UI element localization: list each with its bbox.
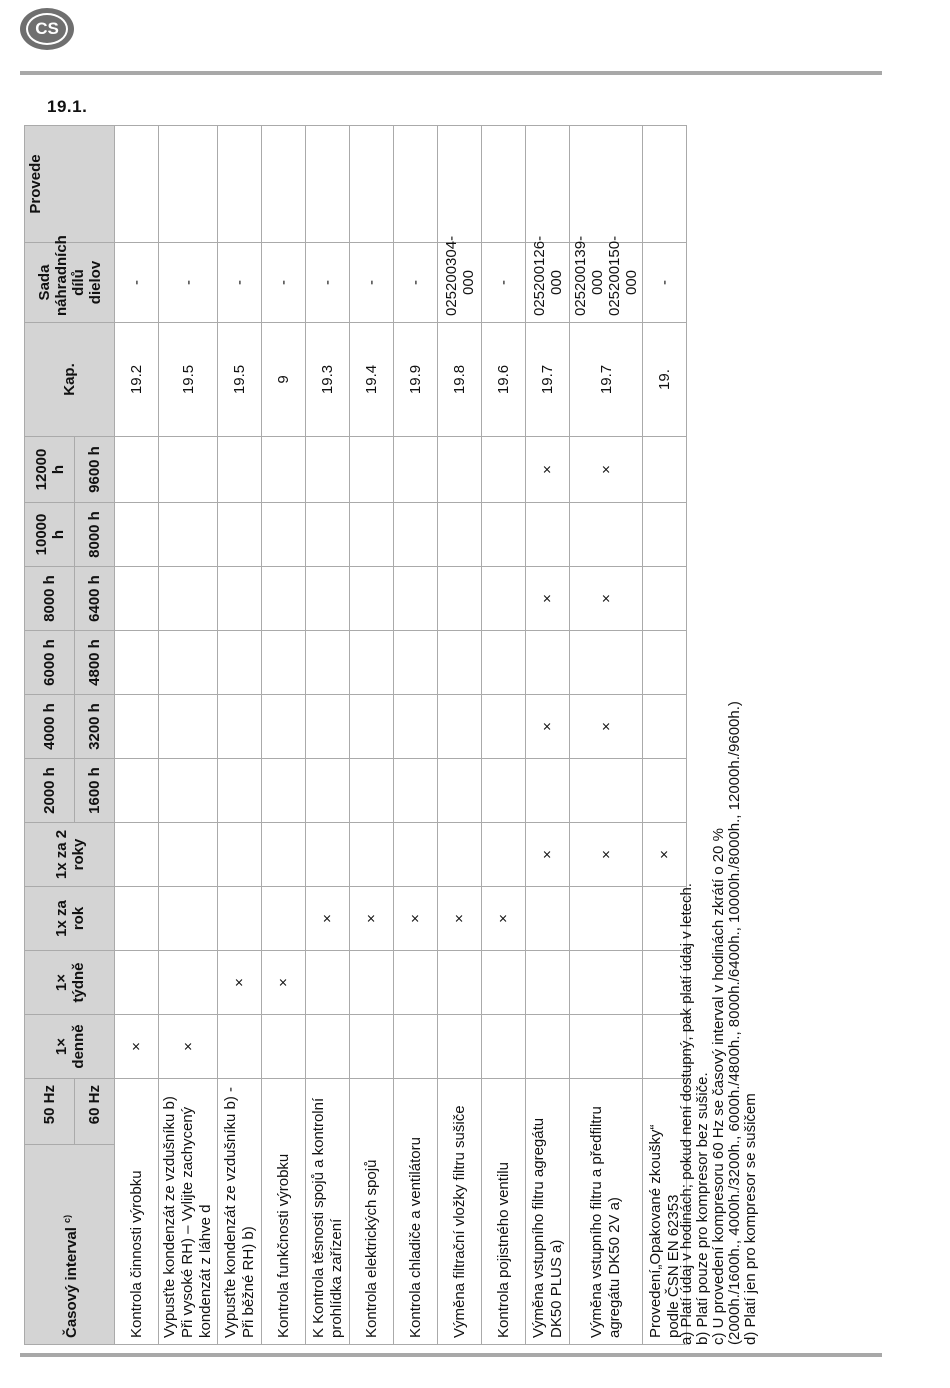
header-1600h: 1600 h: [75, 759, 115, 823]
interval-mark: [570, 503, 643, 567]
interval-mark: [115, 823, 159, 887]
interval-mark: [394, 567, 438, 631]
activity-cell: Vypusťte kondenzát ze vzdušníku b) Při vysoké RH) – Vylijte zachycený kondenzát z láhve d: [159, 1079, 218, 1345]
interval-mark: [526, 887, 570, 951]
interval-mark: [438, 823, 482, 887]
spare-part-cell: -: [350, 243, 394, 323]
interval-mark: [159, 437, 218, 503]
header-50hz: 50 Hz: [25, 1079, 75, 1145]
interval-mark: ×: [394, 887, 438, 951]
interval-mark: [306, 951, 350, 1015]
done-cell[interactable]: [159, 126, 218, 243]
interval-mark: [482, 567, 526, 631]
language-code: CS: [26, 13, 68, 45]
interval-mark: ×: [643, 823, 687, 887]
header-parts: Sada náhradních dílů dielov: [25, 243, 115, 323]
activity-cell: Kontrola elektrických spojů: [350, 1079, 394, 1345]
interval-mark: [526, 1015, 570, 1079]
header-60hz: 60 Hz: [75, 1079, 115, 1145]
spare-part-cell: -: [482, 243, 526, 323]
chapter-cell: 19.7: [526, 323, 570, 437]
interval-mark: [115, 631, 159, 695]
chapter-cell: 19.3: [306, 323, 350, 437]
interval-mark: [218, 437, 262, 503]
interval-mark: ×: [526, 823, 570, 887]
done-cell[interactable]: [394, 126, 438, 243]
interval-mark: [218, 695, 262, 759]
interval-mark: [350, 951, 394, 1015]
header-3200h: 3200 h: [75, 695, 115, 759]
done-cell[interactable]: [350, 126, 394, 243]
footnote-b: b) Platí pouze pro kompresor bez sušiče.: [694, 1072, 711, 1345]
interval-mark: ×: [262, 951, 306, 1015]
footnote-c: c) U provedení kompresoru 60 Hz se časový interval v hodinách zkrátí o 20 %: [710, 828, 727, 1345]
interval-mark: ×: [570, 823, 643, 887]
interval-mark: ×: [570, 567, 643, 631]
header-8000h: 8000 h: [25, 567, 75, 631]
interval-mark: [482, 823, 526, 887]
spare-part-cell: -: [218, 243, 262, 323]
interval-mark: [482, 1015, 526, 1079]
header-12000h: 12000 h: [25, 437, 75, 503]
header-done: Provede: [25, 126, 115, 243]
header-4000h: 4000 h: [25, 695, 75, 759]
interval-mark: [159, 887, 218, 951]
spare-part-cell: -: [306, 243, 350, 323]
header-2years: 1x za 2 roky: [25, 823, 115, 887]
chapter-cell: 19.7: [570, 323, 643, 437]
activity-cell: Výměna vstupního filtru agregátu DK50 PLUS a): [526, 1079, 570, 1345]
activity-cell: Provedení„Opakované zkoušky“ podle ČSN EN 62353: [643, 1079, 687, 1345]
interval-mark: [526, 631, 570, 695]
interval-mark: [350, 759, 394, 823]
interval-mark: ×: [570, 437, 643, 503]
header-daily: 1× denně: [25, 1015, 115, 1079]
interval-mark: [482, 631, 526, 695]
interval-mark: [218, 631, 262, 695]
spare-part-cell: 025200126-000: [526, 243, 570, 323]
spare-part-cell: -: [262, 243, 306, 323]
table-row: [482, 126, 526, 1345]
interval-mark: ×: [438, 887, 482, 951]
spare-part-cell: -: [643, 243, 687, 323]
spare-part-cell: -: [115, 243, 159, 323]
interval-mark: [350, 567, 394, 631]
table-row: [159, 126, 218, 1345]
done-cell[interactable]: [526, 126, 570, 243]
interval-mark: [115, 759, 159, 823]
interval-mark: [115, 695, 159, 759]
footnotes: [679, 125, 759, 1345]
interval-mark: [570, 887, 643, 951]
interval-mark: ×: [115, 1015, 159, 1079]
chapter-cell: 19.9: [394, 323, 438, 437]
interval-mark: [262, 567, 306, 631]
interval-mark: [394, 823, 438, 887]
header-yearly: 1x za rok: [25, 887, 115, 951]
done-cell[interactable]: [438, 126, 482, 243]
interval-mark: [159, 823, 218, 887]
interval-mark: [262, 631, 306, 695]
interval-mark: [306, 503, 350, 567]
interval-mark: [350, 695, 394, 759]
interval-mark: [350, 823, 394, 887]
spare-part-cell: 025200139-000 025200150-000: [570, 243, 643, 323]
interval-mark: [306, 759, 350, 823]
interval-mark: [115, 567, 159, 631]
interval-mark: [438, 695, 482, 759]
interval-mark: [262, 503, 306, 567]
header-2000h: 2000 h: [25, 759, 75, 823]
header-interval: [25, 1145, 115, 1345]
table-row: [526, 126, 570, 1345]
interval-mark: [350, 437, 394, 503]
table-body: [115, 126, 687, 1345]
header-kap: Kap.: [25, 323, 115, 437]
interval-label: Časový interval: [63, 1227, 80, 1338]
spare-part-cell: -: [394, 243, 438, 323]
interval-mark: ×: [482, 887, 526, 951]
maintenance-table: [24, 125, 687, 1345]
interval-mark: [438, 951, 482, 1015]
interval-mark: [438, 1015, 482, 1079]
chapter-cell: 19.5: [159, 323, 218, 437]
header-weekly: 1× týdně: [25, 951, 115, 1015]
table-row: [350, 126, 394, 1345]
interval-mark: ×: [306, 887, 350, 951]
chapter-cell: 19.8: [438, 323, 482, 437]
interval-mark: [306, 567, 350, 631]
table-row: [115, 126, 159, 1345]
interval-mark: [262, 823, 306, 887]
interval-mark: [394, 437, 438, 503]
interval-mark: [218, 887, 262, 951]
interval-mark: [115, 503, 159, 567]
interval-mark: [159, 695, 218, 759]
table-row: [306, 126, 350, 1345]
interval-mark: [115, 437, 159, 503]
footnote-c-detail: (2000h./1600h., 4000h./3200h., 6000h./4800h., 8000h./6400h., 10000h./8000h., 12000h./9600h.): [726, 701, 743, 1345]
interval-mark: [570, 951, 643, 1015]
interval-mark: [262, 695, 306, 759]
interval-mark: [350, 1015, 394, 1079]
rotated-content: [24, 125, 884, 1345]
interval-mark: [115, 951, 159, 1015]
table-row: [570, 126, 643, 1345]
interval-mark: [262, 887, 306, 951]
interval-mark: [218, 1015, 262, 1079]
table-row: [394, 126, 438, 1345]
interval-mark: [350, 503, 394, 567]
activity-cell: Kontrola funkčnosti výrobku: [262, 1079, 306, 1345]
interval-mark: [394, 759, 438, 823]
interval-mark: [115, 887, 159, 951]
interval-mark: [526, 951, 570, 1015]
interval-mark: ×: [159, 1015, 218, 1079]
done-cell[interactable]: [262, 126, 306, 243]
interval-mark: ×: [570, 695, 643, 759]
done-cell[interactable]: [482, 126, 526, 243]
header-10000h: 10000 h: [25, 503, 75, 567]
chapter-cell: 19.2: [115, 323, 159, 437]
interval-mark: ×: [350, 887, 394, 951]
interval-mark: [482, 437, 526, 503]
done-cell[interactable]: [218, 126, 262, 243]
chapter-cell: 9: [262, 323, 306, 437]
section-number: 19.1.: [47, 97, 88, 116]
header-6000h: 6000 h: [25, 631, 75, 695]
interval-mark: [306, 437, 350, 503]
interval-mark: [438, 631, 482, 695]
interval-mark: [438, 759, 482, 823]
interval-mark: [159, 631, 218, 695]
activity-cell: Kontrola činnosti výrobku: [115, 1079, 159, 1345]
top-divider: [20, 71, 882, 75]
spare-part-cell: -: [159, 243, 218, 323]
interval-mark: [394, 951, 438, 1015]
header-4800h: 4800 h: [75, 631, 115, 695]
activity-cell: Kontrola pojistného ventilu: [482, 1079, 526, 1345]
interval-mark: ×: [526, 567, 570, 631]
interval-mark: [482, 695, 526, 759]
interval-mark: [438, 567, 482, 631]
interval-mark: [438, 437, 482, 503]
interval-mark: [526, 503, 570, 567]
interval-mark: [394, 1015, 438, 1079]
interval-mark: [218, 759, 262, 823]
interval-mark: [350, 631, 394, 695]
table-row: [218, 126, 262, 1345]
chapter-cell: 19.5: [218, 323, 262, 437]
activity-cell: Vypusťte kondenzát ze vzdušníku b) - Při běžné RH) b): [218, 1079, 262, 1345]
interval-mark: [394, 503, 438, 567]
activity-cell: Výměna vstupního filtru a předfiltru agregátu DK50 2V a): [570, 1079, 643, 1345]
done-cell[interactable]: [570, 126, 643, 243]
interval-mark: [159, 951, 218, 1015]
header-9600h: 9600 h: [75, 437, 115, 503]
language-badge: [20, 8, 74, 50]
done-cell[interactable]: [115, 126, 159, 243]
interval-mark: [482, 759, 526, 823]
bottom-divider: [20, 1353, 882, 1357]
interval-mark: [159, 759, 218, 823]
interval-mark: [306, 823, 350, 887]
interval-mark: ×: [526, 695, 570, 759]
interval-mark: ×: [526, 437, 570, 503]
interval-mark: [482, 951, 526, 1015]
spare-part-cell: 025200304-000: [438, 243, 482, 323]
interval-mark: ×: [218, 951, 262, 1015]
header-8000h-60: 8000 h: [75, 503, 115, 567]
interval-mark: [438, 503, 482, 567]
interval-mark: [218, 823, 262, 887]
footnote-d: d) Platí jen pro kompresor se sušičem: [742, 1093, 759, 1345]
interval-mark: [526, 759, 570, 823]
activity-cell: Výměna filtrační vložky filtru sušiče: [438, 1079, 482, 1345]
interval-mark: [218, 503, 262, 567]
interval-mark: [570, 631, 643, 695]
interval-mark: [159, 567, 218, 631]
interval-mark: [394, 695, 438, 759]
interval-mark: [159, 503, 218, 567]
chapter-cell: 19.4: [350, 323, 394, 437]
interval-mark: [306, 1015, 350, 1079]
interval-mark: [482, 503, 526, 567]
interval-mark: [306, 631, 350, 695]
interval-mark: [262, 759, 306, 823]
interval-mark: [394, 631, 438, 695]
activity-cell: Kontrola chladiče a ventilátoru: [394, 1079, 438, 1345]
interval-mark: [306, 695, 350, 759]
chapter-cell: 19.6: [482, 323, 526, 437]
interval-mark: [570, 759, 643, 823]
interval-mark: [570, 1015, 643, 1079]
done-cell[interactable]: [306, 126, 350, 243]
activity-cell: K Kontrola těsnosti spojů a kontrolní prohlídka zařízení: [306, 1079, 350, 1345]
chapter-cell: 19.: [643, 323, 687, 437]
table-header: [25, 126, 115, 1345]
interval-mark: [262, 1015, 306, 1079]
table-row: [438, 126, 482, 1345]
header-6400h: 6400 h: [75, 567, 115, 631]
interval-note: c): [62, 1214, 72, 1223]
interval-mark: [262, 437, 306, 503]
footnote-a: a) Platí údaj v hodinách; pokud není dostupný, pak platí údaj v letech.: [678, 883, 695, 1345]
interval-mark: [218, 567, 262, 631]
table-row: [262, 126, 306, 1345]
